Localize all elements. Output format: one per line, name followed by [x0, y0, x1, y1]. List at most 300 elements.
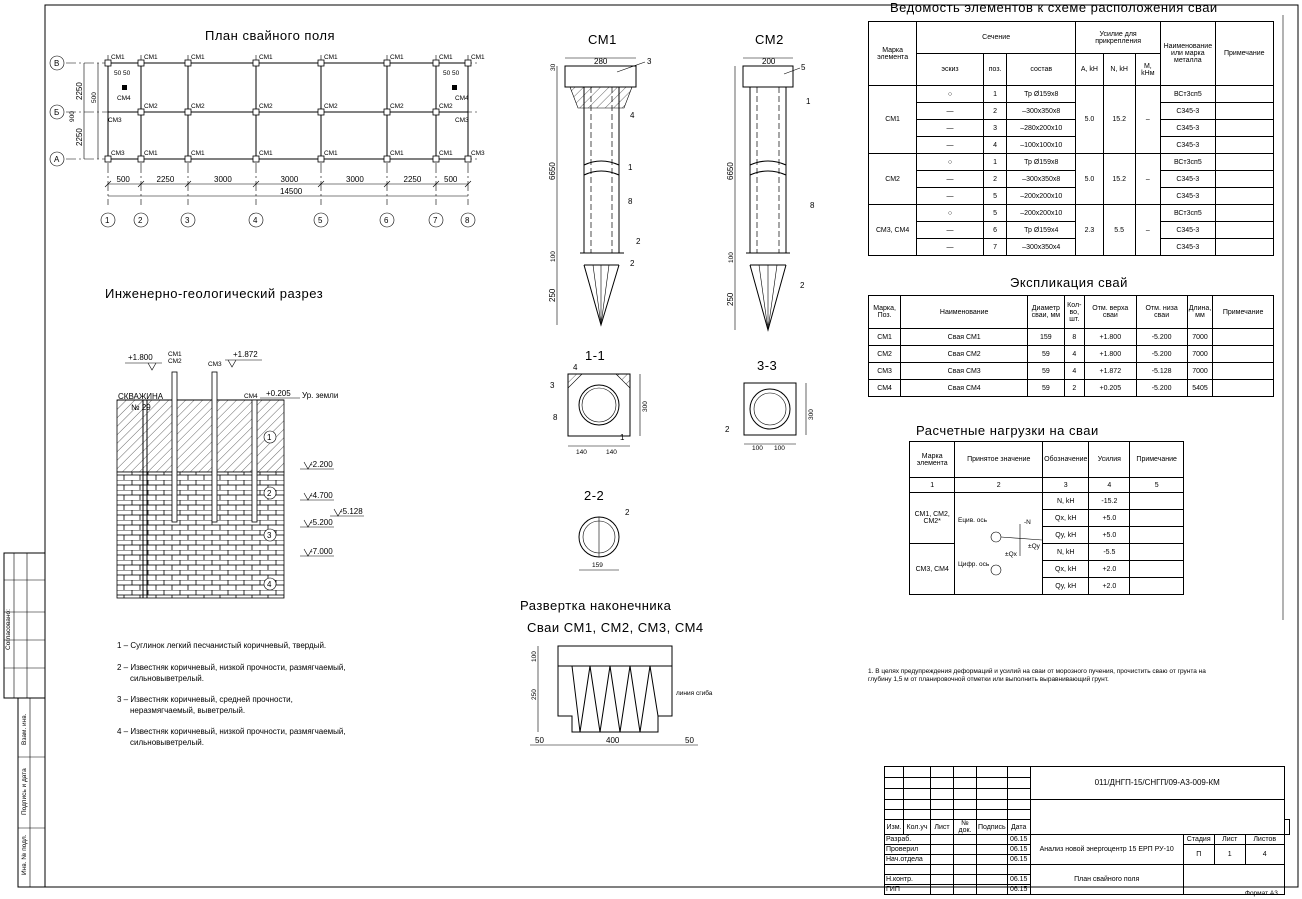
axis-letter-Б: Б [54, 108, 60, 117]
loads-header: Марка элемента [910, 442, 955, 478]
sm1-pos-1: 1 [628, 163, 633, 172]
stamp-sheets-h: Листов [1245, 835, 1284, 845]
exp-cell: 159 [1028, 329, 1064, 346]
plan-small-dim-left: 50 50 [114, 70, 131, 77]
stamp-date-1: 06.15 [1007, 835, 1030, 845]
exp-cell [1213, 329, 1274, 346]
unfold-label: линия сгиба [676, 690, 713, 697]
stamp-col-header: № док. [954, 820, 977, 835]
unfold-dim-1: 50 [535, 736, 544, 745]
exp-cell: 8 [1064, 329, 1085, 346]
exp-cell: СМ3 [869, 363, 901, 380]
geo-title: Инженерно-геологический разрез [105, 286, 324, 301]
axis-number-6: 6 [384, 216, 389, 225]
pile-label: СМ3 [111, 150, 125, 157]
ved-h-note: Примечание [1215, 22, 1274, 86]
exp-header: Диаметр сваи, мм [1028, 296, 1064, 329]
ved-m: – [1135, 205, 1161, 256]
pile-label: СМ2 [390, 103, 404, 110]
axis-number-8: 8 [465, 216, 470, 225]
plan-total-dim: 14500 [280, 187, 303, 196]
ved-mat: ВСт3сп5 [1161, 86, 1215, 103]
axis-letter-А: А [54, 155, 60, 164]
ved-pos: 4 [983, 137, 1007, 154]
geo-ground: Ур. земли [302, 391, 339, 400]
pile-label: СМ1 [191, 150, 205, 157]
sm2-top-dim: 200 [762, 57, 776, 66]
sm2-pos-8: 8 [810, 201, 815, 210]
exp-header: Отм. низа сваи [1136, 296, 1187, 329]
pile-label: СМ1 [390, 150, 404, 157]
loads-scheme-1: Ецив. ось [958, 517, 988, 524]
loads-desig: Qx, kH [1043, 561, 1089, 578]
stamp-role-6: ГИП [885, 885, 931, 895]
geo-pile-label-2: СМ2 [168, 358, 182, 365]
ved-a: 5.0 [1076, 154, 1104, 205]
exp-cell: +1.800 [1085, 346, 1136, 363]
ved-sketch: — [917, 188, 984, 205]
pile-sm1-drawing [548, 32, 652, 325]
ved-pos: 3 [983, 120, 1007, 137]
loads-desig: Qy, kH [1043, 527, 1089, 544]
loads-value: +2.0 [1089, 578, 1130, 595]
sec11-dim-2: 140 [606, 449, 617, 456]
ved-note [1215, 171, 1274, 188]
sec11-pos-4: 4 [573, 363, 578, 372]
loads-num: 1 [910, 478, 955, 493]
pile-label: СМ1 [191, 54, 205, 61]
pile-label: СМ2 [324, 103, 338, 110]
ved-sketch: — [917, 239, 984, 256]
loads-scheme-2: Цифр. ось [958, 561, 990, 568]
sm1-length: 6650 [548, 162, 557, 180]
sec33-dim-3: 300 [808, 409, 815, 420]
ved-comp: –200х200х10 [1007, 205, 1076, 222]
sec22-title: 2-2 [584, 488, 605, 503]
unfold-h-1: 100 [531, 651, 538, 662]
plan-side-label-2: СМ3 [108, 117, 122, 124]
ved-comp: –280х200х10 [1007, 120, 1076, 137]
ved-n: 15.2 [1103, 86, 1135, 154]
geo-well-no: № 29 [131, 403, 151, 412]
pile-label: СМ1 [390, 54, 404, 61]
loads-note [1130, 527, 1184, 544]
plan-title: План свайного поля [205, 28, 336, 43]
ved-pos: 1 [983, 154, 1007, 171]
section-3-3 [725, 358, 815, 452]
sm1-tip: 250 [548, 288, 557, 302]
loads-note [1130, 493, 1184, 510]
loads-note [1130, 561, 1184, 578]
geo-level: -5.200 [310, 518, 333, 527]
stamp-col-header: Изм. [885, 820, 904, 835]
exp-cell: Свая СМ3 [901, 363, 1028, 380]
sm2-small: 100 [728, 252, 735, 263]
plan-left-small-2: 900 [69, 111, 76, 122]
plan-dim: 2250 [403, 175, 422, 184]
ved-note [1215, 137, 1274, 154]
pile-label: СМ1 [471, 54, 485, 61]
section-2-2 [579, 488, 630, 570]
ved-note [1215, 120, 1274, 137]
loads-value: +2.0 [1089, 561, 1130, 578]
ved-pos: 5 [983, 205, 1007, 222]
loads-mark: СМ1, СМ2, СМ2* [910, 493, 955, 544]
axis-letter-В: В [54, 59, 60, 68]
axis-number-2: 2 [138, 216, 143, 225]
exp-cell [1213, 380, 1274, 397]
sm2-pos-2: 2 [800, 281, 805, 290]
sec11-pos-8: 8 [553, 413, 558, 422]
side-agreed: Согласовано: [5, 609, 12, 650]
ved-h-comp: состав [1007, 54, 1076, 86]
plan-side-label-3: СМ4 [455, 95, 469, 102]
ved-note [1215, 188, 1274, 205]
plan-left-dim-1: 2250 [75, 82, 84, 100]
exp-header: Отм. верха сваи [1085, 296, 1136, 329]
exp-cell: Свая СМ2 [901, 346, 1028, 363]
side-inv-orig: Инв. № подл. [21, 834, 28, 875]
loads-header: Принятое значение [955, 442, 1043, 478]
explication-title: Экспликация свай [1010, 275, 1128, 290]
pile-label: СМ1 [259, 54, 273, 61]
geo-layer-num: 2 [267, 489, 272, 498]
geo-layer-num: 4 [267, 580, 272, 589]
exp-cell: 5405 [1187, 380, 1212, 397]
loads-scheme-3: -N [1024, 519, 1031, 526]
ved-pos: 5 [983, 188, 1007, 205]
ved-comp: –100х100х10 [1007, 137, 1076, 154]
legend-line-6: 4 – Известняк коричневый, низкой прочности, размягчаемый, [117, 727, 346, 736]
stamp-date-4: 06.15 [1007, 875, 1030, 885]
stamp-sheet-h: Лист [1214, 835, 1245, 845]
exp-header: Длина, мм [1187, 296, 1212, 329]
geo-layer-num: 3 [267, 531, 272, 540]
exp-cell: -5.200 [1136, 329, 1187, 346]
legend-line-2: 2 – Известняк коричневый, низкой прочности, размягчаемый, [117, 663, 346, 672]
ved-h-section: Сечение [917, 22, 1076, 54]
pile-label: СМ3 [471, 150, 485, 157]
sec33-title: 3-3 [757, 358, 778, 373]
geo-well: СКВАЖИНА [118, 392, 164, 401]
sec33-dim-2: 100 [774, 445, 785, 452]
ved-sketch: — [917, 120, 984, 137]
sec22-pos-2: 2 [625, 508, 630, 517]
sm1-small: 100 [550, 251, 557, 262]
sm1-pos-3: 3 [647, 57, 652, 66]
stamp-date-2: 06.15 [1007, 845, 1030, 855]
sm1-pos-2: 2 [636, 237, 641, 246]
geo-pile-label-3: СМ3 [208, 361, 222, 368]
exp-cell: 7000 [1187, 329, 1212, 346]
sec11-pos-1: 1 [620, 433, 625, 442]
loads-header: Примечание [1130, 442, 1184, 478]
axis-number-7: 7 [433, 216, 438, 225]
ved-comp: Тр Ø159х8 [1007, 86, 1076, 103]
loads-note [1130, 544, 1184, 561]
side-sign: Подпись и дата [21, 768, 28, 815]
ved-h-m: M, kHм [1135, 54, 1161, 86]
ved-sketch: ○ [917, 154, 984, 171]
stamp-role-5: Н.контр. [885, 875, 931, 885]
side-stamp [4, 553, 45, 887]
sm2-title: СМ2 [755, 32, 784, 47]
unfold-h-2: 250 [531, 689, 538, 700]
ved-comp: –200х200х10 [1007, 188, 1076, 205]
ved-note [1215, 205, 1274, 222]
exp-cell: -5.200 [1136, 346, 1187, 363]
plan-dim: 3000 [280, 175, 299, 184]
stamp-empty [1284, 820, 1289, 835]
plan-dim: 2250 [156, 175, 175, 184]
stamp-sheets: 4 [1245, 845, 1284, 865]
stamp-col-header: Кол.уч [904, 820, 931, 835]
stamp-date-3: 06.15 [1007, 855, 1030, 865]
ved-mark: СМ3, СМ4 [869, 205, 917, 256]
sm1-pos-4: 4 [630, 111, 635, 120]
stamp-date-5: 06.15 [1007, 885, 1030, 895]
exp-cell: СМ4 [869, 380, 901, 397]
pile-label: СМ1 [439, 150, 453, 157]
plan-side-label-4: СМ3 [455, 117, 469, 124]
sec11-dim-3: 300 [642, 401, 649, 412]
exp-cell: 7000 [1187, 346, 1212, 363]
format-label: Формат А3 [1245, 890, 1278, 897]
sm1-title: СМ1 [588, 32, 617, 47]
plan-side-label-1: СМ4 [117, 95, 131, 102]
loads-scheme-5: ±Qy [1028, 543, 1040, 550]
sec11-dim-1: 140 [576, 449, 587, 456]
pile-label: СМ1 [144, 150, 158, 157]
title-block [884, 766, 1290, 895]
ved-m: – [1135, 154, 1161, 205]
geo-mark-1: +1.800 [128, 353, 153, 362]
geo-layer-num: 1 [267, 433, 272, 442]
ved-mat: С345-3 [1161, 120, 1215, 137]
sec33-pos-2: 2 [725, 425, 730, 434]
stamp-role-2: Проверил [885, 845, 931, 855]
pile-label: СМ2 [439, 103, 453, 110]
legend-line-5: неразмягчаемый, выветрелый. [130, 706, 246, 715]
ved-a: 2.3 [1076, 205, 1104, 256]
ved-h-name: Наименование или марка металла [1161, 22, 1215, 86]
pile-label: СМ1 [439, 54, 453, 61]
exp-cell: 59 [1028, 363, 1064, 380]
loads-desig: N, kH [1043, 544, 1089, 561]
stamp-stage-h: Стадия [1183, 835, 1214, 845]
exp-cell: 4 [1064, 363, 1085, 380]
exp-cell: СМ2 [869, 346, 901, 363]
sm2-length: 6650 [726, 162, 735, 180]
ved-pos: 2 [983, 103, 1007, 120]
ved-mat: ВСт3сп5 [1161, 154, 1215, 171]
ved-sketch: — [917, 137, 984, 154]
unfold-title: Развертка наконечника [520, 598, 672, 613]
loads-value: -15.2 [1089, 493, 1130, 510]
ved-a: 5.0 [1076, 86, 1104, 154]
pile-field-plan [50, 28, 485, 227]
ved-mat: С345-3 [1161, 239, 1215, 256]
ved-pos: 1 [983, 86, 1007, 103]
loads-note [1130, 578, 1184, 595]
plan-small-dim-right: 50 50 [443, 70, 460, 77]
loads-header: Усилия [1089, 442, 1130, 478]
pile-label: СМ1 [324, 150, 338, 157]
ved-sketch: — [917, 222, 984, 239]
stamp-stage: П [1183, 845, 1214, 865]
ved-note [1215, 103, 1274, 120]
stamp-project: Анализ новой энергоцентр 15 ЕРП РУ-10 [1030, 835, 1183, 865]
plan-dim: 3000 [214, 175, 232, 184]
geo-level: -4.700 [310, 491, 333, 500]
exp-cell: -5.128 [1136, 363, 1187, 380]
exp-cell: -5.200 [1136, 380, 1187, 397]
exp-cell: +0.205 [1085, 380, 1136, 397]
exp-cell: 2 [1064, 380, 1085, 397]
ved-pos: 2 [983, 171, 1007, 188]
sm1-top-dim: 280 [594, 57, 608, 66]
ved-n: 15.2 [1103, 154, 1135, 205]
loads-num: 3 [1043, 478, 1089, 493]
loads-desig: Qy, kH [1043, 578, 1089, 595]
ved-h-force: Усилие для прикрепления [1076, 22, 1161, 54]
plan-dim: 500 [444, 175, 458, 184]
ved-n: 5.5 [1103, 205, 1135, 256]
exp-header: Марка, Поз. [869, 296, 901, 329]
plan-dim: 3000 [346, 175, 364, 184]
unfold-dim-3: 50 [685, 736, 694, 745]
ved-comp: –300х350х8 [1007, 103, 1076, 120]
plan-left-dim-2: 2250 [75, 128, 84, 146]
loads-table [909, 441, 1184, 595]
vedomost-table [868, 21, 1274, 256]
pile-sm2-drawing [726, 32, 815, 330]
section-1-1 [550, 348, 649, 456]
exp-cell: +1.800 [1085, 329, 1136, 346]
exp-cell [1213, 363, 1274, 380]
loads-num: 5 [1130, 478, 1184, 493]
stamp-role-3: Нач.отдела [885, 855, 931, 865]
ved-sketch: — [917, 103, 984, 120]
stamp-sheet-title: План свайного поля [1030, 865, 1183, 895]
sec22-dim: 159 [592, 562, 603, 569]
sm1-pos-8: 8 [628, 197, 633, 206]
loads-desig: N, kH [1043, 493, 1089, 510]
note-line-1: 1. В целях предупреждения деформаций и усилий на сваи от морозного пучения, прочистить сваю от грунта на [868, 668, 1206, 675]
pile-label: СМ1 [144, 54, 158, 61]
exp-cell: +1.872 [1085, 363, 1136, 380]
geo-mark-3: +0.205 [266, 389, 291, 398]
ved-mark: СМ1 [869, 86, 917, 154]
stamp-sheet: 1 [1214, 845, 1245, 865]
stamp-col-header: Дата [1007, 820, 1030, 835]
ved-note [1215, 86, 1274, 103]
loads-scheme-4: ±Qx [1005, 551, 1017, 558]
ved-h-pos: поз. [983, 54, 1007, 86]
stamp-col-header: Лист [931, 820, 954, 835]
axis-number-4: 4 [253, 216, 258, 225]
explication-table [868, 295, 1274, 397]
exp-cell: 7000 [1187, 363, 1212, 380]
unfold-subtitle: Сваи СМ1, СМ2, СМ3, СМ4 [527, 620, 704, 635]
loads-scheme-cell [955, 493, 1043, 595]
ved-sketch: ○ [917, 205, 984, 222]
ved-m: – [1135, 86, 1161, 154]
ved-note [1215, 222, 1274, 239]
legend-line-1: 1 – Суглинок легкий песчанистый коричневый, твердый. [117, 641, 327, 650]
exp-cell: СМ1 [869, 329, 901, 346]
geo-level: -7.000 [310, 547, 333, 556]
ved-h-a: A, kH [1076, 54, 1104, 86]
stamp-role-1: Разраб. [885, 835, 931, 845]
geo-level: -5.128 [340, 507, 363, 516]
ved-h-sketch: эскиз [917, 54, 984, 86]
sec11-title: 1-1 [585, 348, 606, 363]
loads-title: Расчетные нагрузки на сваи [916, 423, 1099, 438]
pile-label: СМ1 [259, 150, 273, 157]
sec11-pos-3: 3 [550, 381, 555, 390]
exp-cell: 59 [1028, 346, 1064, 363]
geo-pile-label-4: СМ4 [244, 393, 258, 400]
loads-num: 4 [1089, 478, 1130, 493]
ved-h-n: N, kH [1103, 54, 1135, 86]
pile-label: СМ1 [111, 54, 125, 61]
geo-legend [117, 641, 346, 747]
pile-label: СМ2 [191, 103, 205, 110]
ved-note [1215, 239, 1274, 256]
exp-cell: 4 [1064, 346, 1085, 363]
side-inv: Взам. инв. [21, 713, 28, 745]
plan-dim: 500 [116, 175, 130, 184]
ved-mat: С345-3 [1161, 103, 1215, 120]
sm1-pos-2b: 2 [630, 259, 635, 268]
ved-comp: Тр Ø159х8 [1007, 154, 1076, 171]
axis-number-1: 1 [105, 216, 110, 225]
legend-line-4: 3 – Известняк коричневый, средней прочности, [117, 695, 293, 704]
sm2-pos-1: 1 [806, 97, 811, 106]
pile-label: СМ2 [144, 103, 158, 110]
legend-line-7: сильновыветрелый. [130, 738, 204, 747]
ved-mark: СМ2 [869, 154, 917, 205]
geo-pile-label-1: СМ1 [168, 351, 182, 358]
ved-mat: С345-3 [1161, 222, 1215, 239]
sm1-cap: 30 [550, 63, 557, 71]
geo-mark-2: +1.872 [233, 350, 258, 359]
stamp-code: 011/ДНГП-15/СНГП/09-А3-009-КМ [1030, 767, 1284, 800]
ved-h-mark: Марка элемента [869, 22, 917, 86]
exp-header: Кол-во, шт. [1064, 296, 1085, 329]
vedomost-title: Ведомость элементов к схеме расположения сваи [890, 0, 1218, 15]
loads-value: -5.5 [1089, 544, 1130, 561]
ved-mat: ВСт3сп5 [1161, 205, 1215, 222]
exp-header: Наименование [901, 296, 1028, 329]
pile-label: СМ1 [324, 54, 338, 61]
loads-header: Обозначение [1043, 442, 1089, 478]
legend-line-3: сильновыветрелый. [130, 674, 204, 683]
note-line-2: глубину 1,5 м от планировочной отметки или выполнить выравнивающий грунт. [868, 676, 1109, 683]
tip-unfold [520, 598, 713, 745]
loads-value: +5.0 [1089, 510, 1130, 527]
ved-note [1215, 154, 1274, 171]
loads-value: +5.0 [1089, 527, 1130, 544]
ved-mat: С345-3 [1161, 137, 1215, 154]
ved-comp: –300х350х4 [1007, 239, 1076, 256]
axis-number-5: 5 [318, 216, 323, 225]
sm2-pos-5: 5 [801, 63, 806, 72]
ved-pos: 6 [983, 222, 1007, 239]
exp-header: Примечание [1213, 296, 1274, 329]
ved-comp: Тр Ø159х4 [1007, 222, 1076, 239]
